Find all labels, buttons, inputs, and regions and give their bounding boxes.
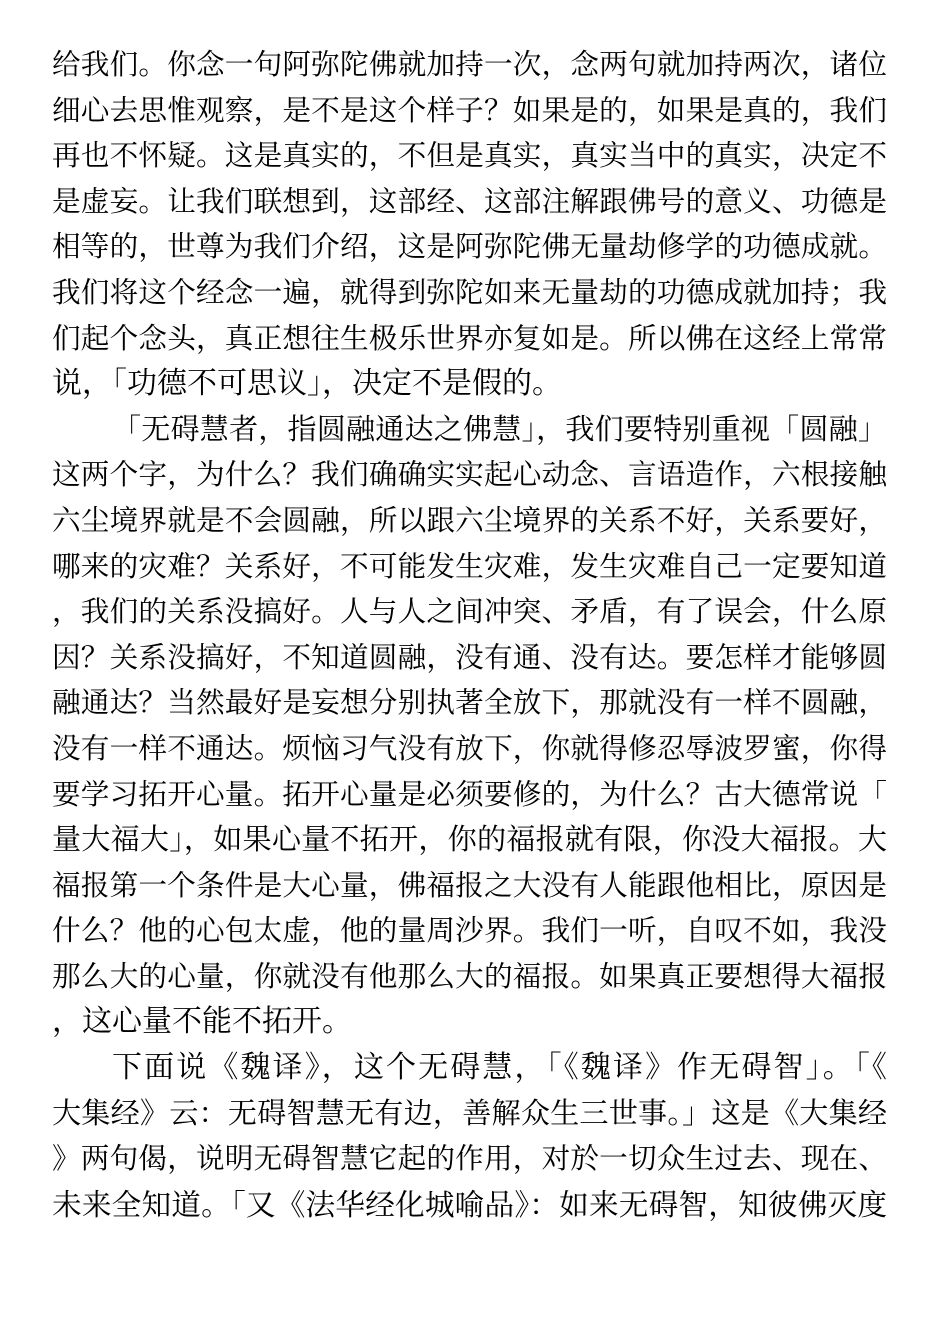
text-line: 大集经》云：无碍智慧无有边，善解众生三世事。」这是《大集经 — [52, 1095, 887, 1130]
text-line: 我们将这个经念一遍，就得到弥陀如来无量劫的功德成就加持；我 — [52, 274, 887, 309]
text-line: 什么？他的心包太虚，他的量周沙界。我们一听，自叹不如，我没 — [52, 913, 887, 948]
text-line: 融通达？当然最好是妄想分别执著全放下，那就没有一样不圆融， — [52, 685, 887, 720]
text-line: 再也不怀疑。这是真实的，不但是真实，真实当中的真实，决定不 — [52, 138, 887, 173]
text-line: ，这心量不能不拓开。 — [52, 1004, 352, 1040]
text-line: 六尘境界就是不会圆融，所以跟六尘境界的关系不好，关系要好， — [52, 502, 887, 537]
text-line: 下面说《魏译》，这个无碍慧，「《魏译》作无碍智」。「《 — [112, 1050, 887, 1086]
text-line: 那么大的心量，你就没有他那么大的福报。如果真正要想得大福报 — [52, 958, 887, 993]
text-line: 给我们。你念一句阿弥陀佛就加持一次，念两句就加持两次，诸位 — [52, 47, 887, 81]
text-line: ，我们的关系没搞好。人与人之间冲突、矛盾，有了误会，什么原 — [52, 594, 887, 629]
text-line: 说，「功德不可思议」，决定不是假的。 — [52, 366, 562, 402]
text-line: 没有一样不通达。烦恼习气没有放下，你就得修忍辱波罗蜜，你得 — [52, 730, 887, 765]
text-line: 「无碍慧者，指圆融通达之佛慧」，我们要特别重视「圆融」 — [112, 411, 887, 446]
text-line: 量大福大」，如果心量不拓开，你的福报就有限，你没大福报。大 — [52, 822, 887, 857]
text-line: 这两个字，为什么？我们确确实实起心动念、言语造作，六根接触 — [52, 457, 887, 492]
text-line: 未来全知道。「又《法华经化城喻品》：如来无碍智，知彼佛灭度 — [52, 1186, 887, 1222]
text-line: 相等的，世尊为我们介绍，这是阿弥陀佛无量劫修学的功德成就。 — [52, 229, 887, 264]
text-line: 哪来的灾难？关系好，不可能发生灾难，发生灾难自己一定要知道 — [52, 548, 887, 583]
text-line: 》两句偈，说明无碍智慧它起的作用，对於一切众生过去、现在、 — [52, 1141, 887, 1176]
text-line: 要学习拓开心量。拓开心量是必须要修的，为什么？古大德常说「 — [52, 776, 887, 811]
document-page — [52, 42, 887, 1227]
text-line: 福报第一个条件是大心量，佛福报之大没有人能跟他相比，原因是 — [52, 867, 887, 902]
text-line: 是虚妄。让我们联想到，这部经、这部注解跟佛号的意义、功德是 — [52, 183, 887, 218]
text-line: 因？关系没搞好，不知道圆融，没有通、没有达。要怎样才能够圆 — [52, 639, 887, 674]
text-line: 细心去思惟观察，是不是这个样子？如果是的，如果是真的，我们 — [52, 92, 887, 127]
text-line: 们起个念头，真正想往生极乐世界亦复如是。所以佛在这经上常常 — [52, 320, 887, 355]
